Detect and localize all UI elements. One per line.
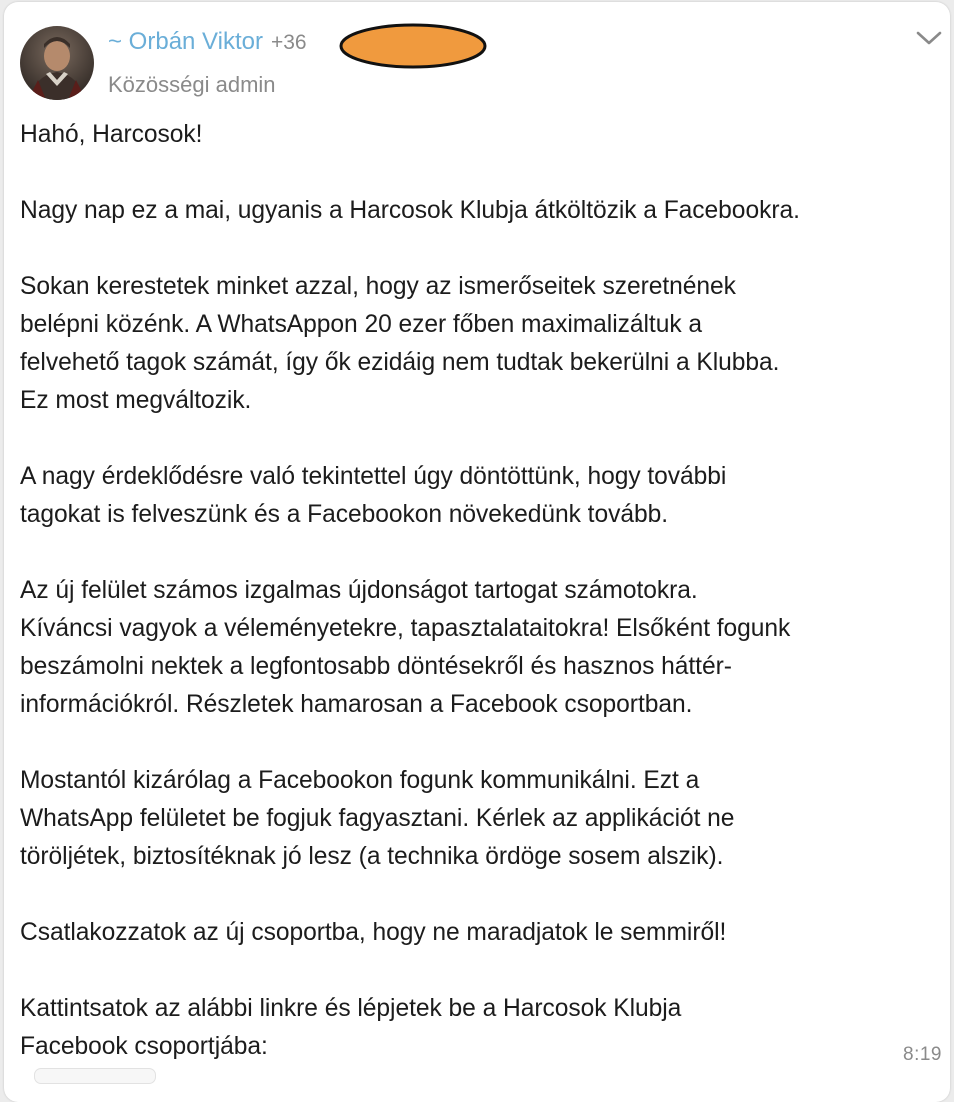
sender-phone: +36 — [270, 31, 307, 54]
redaction-mark — [338, 22, 488, 70]
message-paragraph: Csatlakozzatok az új csoportba, hogy ne maradjatok le semmiről! — [20, 919, 727, 946]
message-paragraph: Nagy nap ez a mai, ugyanis a Harcosok Klubja átköltözik a Facebookra. — [20, 197, 800, 224]
message-paragraph: A nagy érdeklődésre való tekintettel úgy döntöttünk, hogy további tagokat is felveszünk és a Facebookon növekedünk tovább. — [20, 463, 727, 528]
message-text — [20, 116, 948, 1066]
message-paragraph: Mostantól kizárólag a Facebookon fogunk kommunikálni. Ezt a WhatsApp felületet be fogjuk fagyasztani. Kérlek az applikációt ne töröljétek, biztosítéknak jó lesz (a technika ördöge sosem alszik). — [20, 767, 735, 870]
avatar-photo — [20, 26, 94, 100]
sender-role: Közösségi admin — [108, 72, 276, 97]
chevron-down-icon[interactable] — [916, 28, 942, 48]
message-timestamp: 8:19 — [903, 1044, 942, 1065]
sender-header — [108, 28, 307, 62]
sender-avatar[interactable] — [20, 26, 94, 100]
sender-name[interactable]: ~ Orbán Viktor — [108, 28, 263, 55]
message-paragraph: Sokan kerestetek minket azzal, hogy az ismerőseitek szeretnének belépni közénk. A WhatsAppon 20 ezer főben maximalizáltuk a felvehető tagok számát, így ők ezidáig nem tudtak bekerülni a Klubba. Ez most megváltozik. — [20, 273, 780, 414]
message-paragraph: Az új felület számos izgalmas újdonságot tartogat számotokra. Kíváncsi vagyok a véleményetekre, tapasztalataitokra! Elsőként fogunk beszámolni nektek a legfontosabb döntésekről és hasznos háttér- információkról. Részletek hamarosan a Facebook csoportban. — [20, 577, 791, 718]
message-paragraph: Kattintsatok az alábbi linkre és lépjetek be a Harcosok Klubja Facebook csoportjába: — [20, 995, 682, 1060]
link-preview-stub[interactable] — [34, 1068, 156, 1084]
message-bubble — [4, 2, 950, 1102]
message-paragraph: Hahó, Harcosok! — [20, 121, 203, 148]
